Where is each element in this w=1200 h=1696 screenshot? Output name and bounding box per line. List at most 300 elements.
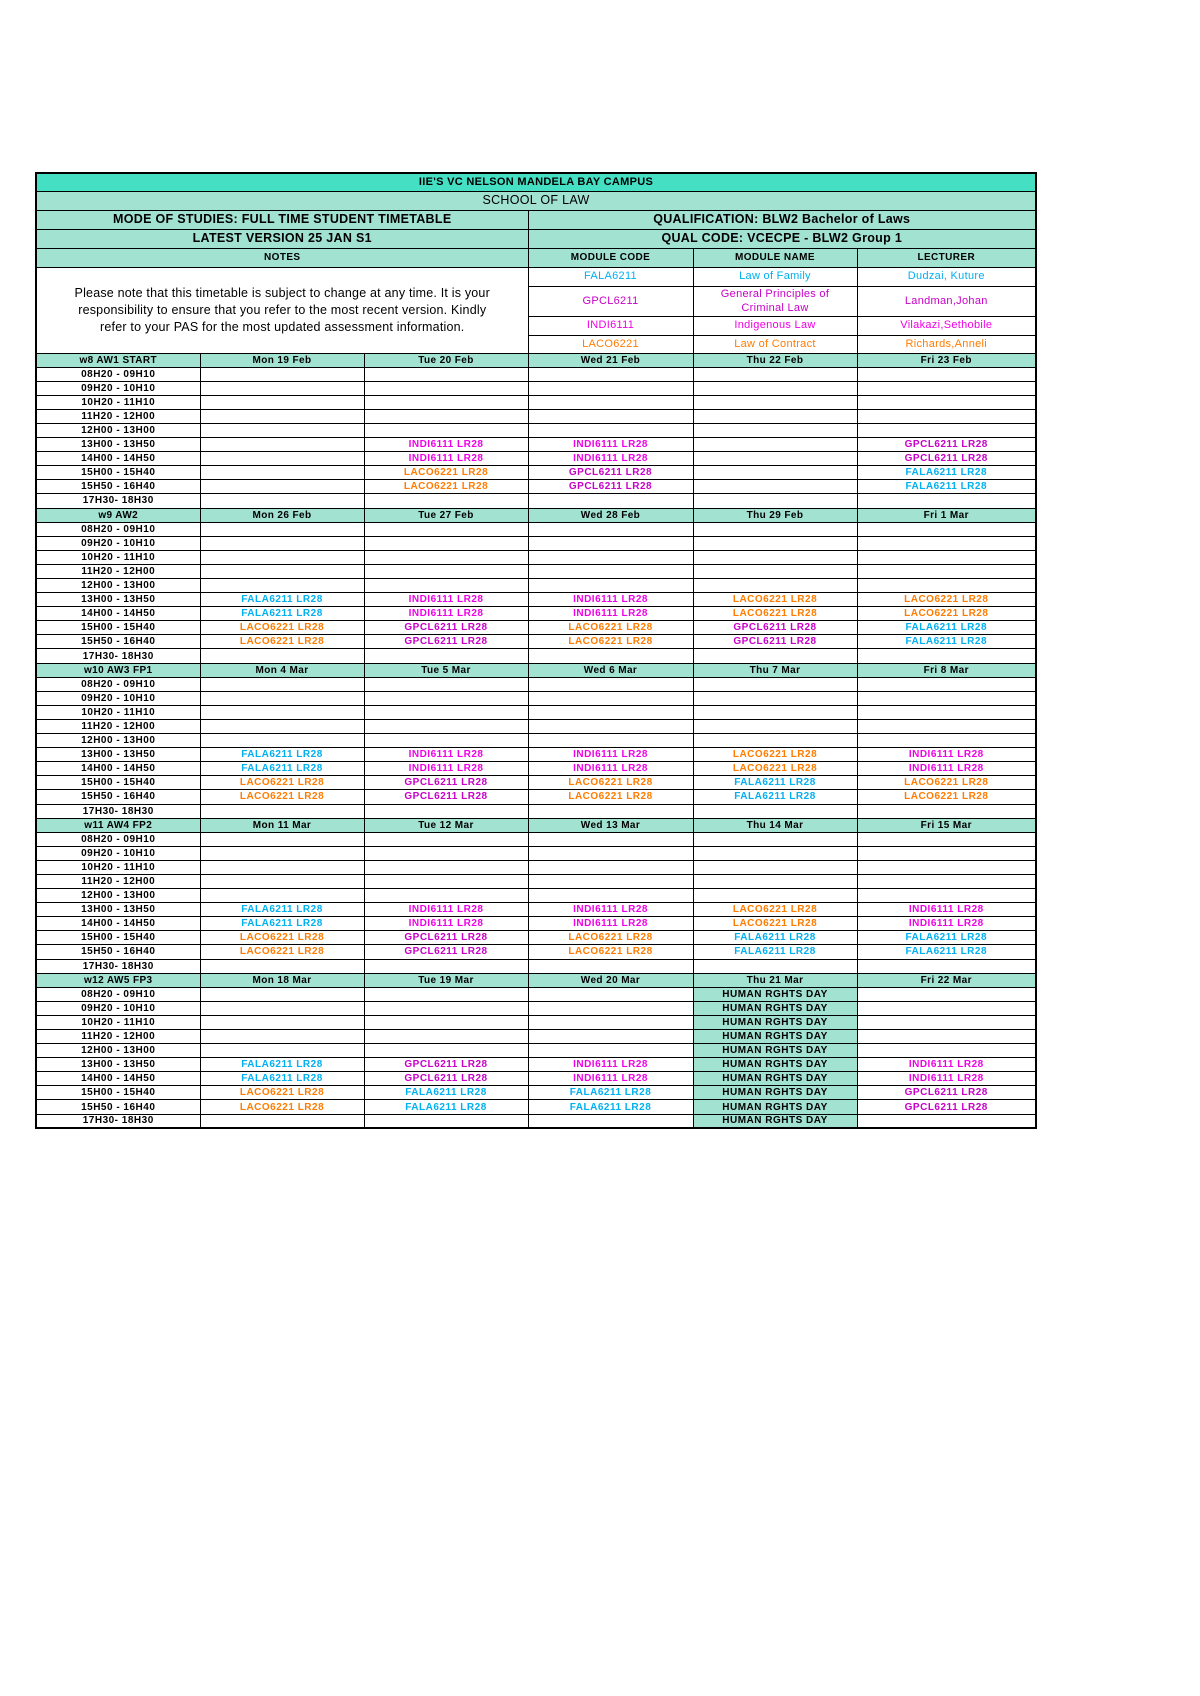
- class-session: GPCL6211 LR28: [857, 452, 1036, 466]
- empty-slot: [364, 705, 528, 719]
- empty-slot: [693, 959, 857, 973]
- empty-slot: [528, 987, 693, 1001]
- class-session: LACO6221 LR28: [693, 593, 857, 607]
- class-session: LACO6221 LR28: [200, 1100, 364, 1114]
- class-session: LACO6221 LR28: [528, 635, 693, 649]
- empty-slot: [693, 564, 857, 578]
- time-slot-label: 13H00 - 13H50: [36, 748, 200, 762]
- empty-slot: [200, 438, 364, 452]
- empty-slot: [693, 649, 857, 663]
- empty-slot: [364, 804, 528, 818]
- class-session: INDI6111 LR28: [528, 917, 693, 931]
- module-name: General Principles of Criminal Law: [693, 286, 857, 316]
- class-session: FALA6211 LR28: [857, 635, 1036, 649]
- empty-slot: [200, 959, 364, 973]
- labels-row: [36, 248, 1036, 267]
- class-session: INDI6111 LR28: [528, 748, 693, 762]
- time-slot-label: 08H20 - 09H10: [36, 832, 200, 846]
- empty-slot: [528, 395, 693, 409]
- time-slot-label: 12H00 - 13H00: [36, 1044, 200, 1058]
- time-slot-row: [36, 564, 1036, 578]
- module-name: Law of Family: [693, 267, 857, 286]
- time-slot-row: [36, 889, 1036, 903]
- class-session: HUMAN RGHTS DAY: [693, 1015, 857, 1029]
- empty-slot: [364, 1015, 528, 1029]
- empty-slot: [528, 522, 693, 536]
- time-slot-label: 15H00 - 15H40: [36, 1086, 200, 1100]
- class-session: INDI6111 LR28: [528, 593, 693, 607]
- empty-slot: [200, 719, 364, 733]
- time-slot-row: [36, 381, 1036, 395]
- class-session: INDI6111 LR28: [857, 1072, 1036, 1086]
- empty-slot: [200, 494, 364, 508]
- time-slot-row: [36, 1030, 1036, 1044]
- empty-slot: [693, 579, 857, 593]
- time-slot-row: [36, 874, 1036, 888]
- class-session: LACO6221 LR28: [200, 931, 364, 945]
- empty-slot: [200, 367, 364, 381]
- class-session: INDI6111 LR28: [857, 748, 1036, 762]
- empty-slot: [693, 367, 857, 381]
- empty-slot: [528, 691, 693, 705]
- empty-slot: [364, 395, 528, 409]
- class-session: HUMAN RGHTS DAY: [693, 987, 857, 1001]
- module-lecturer: Vilakazi,Sethobile: [857, 316, 1036, 335]
- day-header: Wed 21 Feb: [528, 353, 693, 367]
- empty-slot: [857, 1044, 1036, 1058]
- timetable-header-section: [36, 173, 1036, 353]
- week-header-row: [36, 353, 1036, 367]
- class-session: LACO6221 LR28: [693, 748, 857, 762]
- day-header: Thu 22 Feb: [693, 353, 857, 367]
- class-session: INDI6111 LR28: [364, 593, 528, 607]
- class-session: FALA6211 LR28: [857, 931, 1036, 945]
- class-session: HUMAN RGHTS DAY: [693, 1100, 857, 1114]
- time-slot-label: 13H00 - 13H50: [36, 438, 200, 452]
- empty-slot: [857, 381, 1036, 395]
- time-slot-label: 14H00 - 14H50: [36, 452, 200, 466]
- empty-slot: [857, 579, 1036, 593]
- time-slot-row: [36, 1072, 1036, 1086]
- time-slot-label: 15H50 - 16H40: [36, 790, 200, 804]
- class-session: LACO6221 LR28: [528, 776, 693, 790]
- class-session: GPCL6211 LR28: [857, 1100, 1036, 1114]
- class-session: INDI6111 LR28: [857, 903, 1036, 917]
- time-slot-row: [36, 494, 1036, 508]
- empty-slot: [693, 846, 857, 860]
- module-row: [36, 267, 1036, 286]
- empty-slot: [364, 536, 528, 550]
- empty-slot: [857, 1001, 1036, 1015]
- empty-slot: [693, 550, 857, 564]
- time-slot-label: 14H00 - 14H50: [36, 917, 200, 931]
- empty-slot: [200, 860, 364, 874]
- empty-slot: [693, 874, 857, 888]
- class-session: FALA6211 LR28: [364, 1086, 528, 1100]
- class-session: FALA6211 LR28: [200, 593, 364, 607]
- empty-slot: [857, 832, 1036, 846]
- time-slot-row: [36, 734, 1036, 748]
- empty-slot: [693, 705, 857, 719]
- class-session: LACO6221 LR28: [528, 790, 693, 804]
- time-slot-row: [36, 776, 1036, 790]
- time-slot-row: [36, 790, 1036, 804]
- empty-slot: [364, 832, 528, 846]
- empty-slot: [200, 691, 364, 705]
- mode-of-studies: MODE OF STUDIES: FULL TIME STUDENT TIMETABLE: [36, 210, 528, 229]
- class-session: FALA6211 LR28: [528, 1100, 693, 1114]
- time-slot-row: [36, 691, 1036, 705]
- time-slot-row: [36, 846, 1036, 860]
- empty-slot: [364, 889, 528, 903]
- time-slot-label: 09H20 - 10H10: [36, 691, 200, 705]
- class-session: FALA6211 LR28: [200, 1072, 364, 1086]
- empty-slot: [693, 734, 857, 748]
- time-slot-label: 08H20 - 09H10: [36, 522, 200, 536]
- class-session: LACO6221 LR28: [364, 480, 528, 494]
- empty-slot: [200, 579, 364, 593]
- time-slot-label: 08H20 - 09H10: [36, 367, 200, 381]
- empty-slot: [528, 959, 693, 973]
- empty-slot: [364, 550, 528, 564]
- empty-slot: [364, 719, 528, 733]
- time-slot-row: [36, 367, 1036, 381]
- time-slot-label: 10H20 - 11H10: [36, 705, 200, 719]
- class-session: LACO6221 LR28: [857, 607, 1036, 621]
- empty-slot: [857, 550, 1036, 564]
- class-session: INDI6111 LR28: [364, 917, 528, 931]
- empty-slot: [200, 381, 364, 395]
- class-session: GPCL6211 LR28: [364, 1058, 528, 1072]
- empty-slot: [200, 1030, 364, 1044]
- empty-slot: [857, 564, 1036, 578]
- empty-slot: [200, 987, 364, 1001]
- empty-slot: [528, 536, 693, 550]
- module-name: Indigenous Law: [693, 316, 857, 335]
- time-slot-row: [36, 917, 1036, 931]
- empty-slot: [200, 705, 364, 719]
- empty-slot: [200, 452, 364, 466]
- time-slot-row: [36, 762, 1036, 776]
- class-session: INDI6111 LR28: [364, 762, 528, 776]
- class-session: GPCL6211 LR28: [857, 1086, 1036, 1100]
- time-slot-row: [36, 536, 1036, 550]
- time-slot-row: [36, 621, 1036, 635]
- class-session: LACO6221 LR28: [200, 635, 364, 649]
- class-session: GPCL6211 LR28: [528, 480, 693, 494]
- time-slot-label: 12H00 - 13H00: [36, 423, 200, 437]
- class-session: GPCL6211 LR28: [528, 466, 693, 480]
- empty-slot: [857, 1114, 1036, 1128]
- class-session: LACO6221 LR28: [364, 466, 528, 480]
- empty-slot: [857, 705, 1036, 719]
- time-slot-label: 15H50 - 16H40: [36, 635, 200, 649]
- empty-slot: [857, 649, 1036, 663]
- time-slot-row: [36, 423, 1036, 437]
- empty-slot: [693, 409, 857, 423]
- empty-slot: [364, 734, 528, 748]
- empty-slot: [528, 804, 693, 818]
- day-header: Fri 23 Feb: [857, 353, 1036, 367]
- time-slot-row: [36, 705, 1036, 719]
- school-row: [36, 191, 1036, 210]
- time-slot-label: 11H20 - 12H00: [36, 874, 200, 888]
- class-session: LACO6221 LR28: [200, 945, 364, 959]
- empty-slot: [693, 466, 857, 480]
- time-slot-label: 10H20 - 11H10: [36, 860, 200, 874]
- empty-slot: [693, 395, 857, 409]
- empty-slot: [857, 536, 1036, 550]
- class-session: LACO6221 LR28: [200, 1086, 364, 1100]
- class-session: FALA6211 LR28: [693, 945, 857, 959]
- class-session: HUMAN RGHTS DAY: [693, 1072, 857, 1086]
- empty-slot: [857, 734, 1036, 748]
- empty-slot: [528, 860, 693, 874]
- class-session: LACO6221 LR28: [857, 593, 1036, 607]
- class-session: INDI6111 LR28: [364, 903, 528, 917]
- time-slot-label: 13H00 - 13H50: [36, 903, 200, 917]
- class-session: INDI6111 LR28: [528, 1058, 693, 1072]
- empty-slot: [364, 367, 528, 381]
- time-slot-row: [36, 1044, 1036, 1058]
- time-slot-row: [36, 860, 1036, 874]
- empty-slot: [528, 423, 693, 437]
- empty-slot: [364, 409, 528, 423]
- latest-version: LATEST VERSION 25 JAN S1: [36, 229, 528, 248]
- class-session: GPCL6211 LR28: [364, 776, 528, 790]
- empty-slot: [857, 987, 1036, 1001]
- empty-slot: [200, 1015, 364, 1029]
- class-session: HUMAN RGHTS DAY: [693, 1030, 857, 1044]
- empty-slot: [364, 381, 528, 395]
- empty-slot: [857, 395, 1036, 409]
- empty-slot: [364, 522, 528, 536]
- empty-slot: [693, 536, 857, 550]
- time-slot-label: 15H00 - 15H40: [36, 931, 200, 945]
- empty-slot: [200, 874, 364, 888]
- class-session: INDI6111 LR28: [857, 917, 1036, 931]
- time-slot-row: [36, 1100, 1036, 1114]
- day-header: Wed 13 Mar: [528, 818, 693, 832]
- day-header: Thu 21 Mar: [693, 973, 857, 987]
- empty-slot: [528, 1001, 693, 1015]
- time-slot-row: [36, 550, 1036, 564]
- class-session: FALA6211 LR28: [200, 607, 364, 621]
- empty-slot: [528, 550, 693, 564]
- time-slot-label: 15H00 - 15H40: [36, 776, 200, 790]
- class-session: FALA6211 LR28: [693, 790, 857, 804]
- empty-slot: [528, 381, 693, 395]
- time-slot-label: 08H20 - 09H10: [36, 987, 200, 1001]
- notes-text: [36, 267, 528, 353]
- time-slot-label: 09H20 - 10H10: [36, 1001, 200, 1015]
- day-header: Mon 11 Mar: [200, 818, 364, 832]
- class-session: GPCL6211 LR28: [693, 635, 857, 649]
- day-header: Fri 1 Mar: [857, 508, 1036, 522]
- empty-slot: [528, 1015, 693, 1029]
- class-session: FALA6211 LR28: [528, 1086, 693, 1100]
- empty-slot: [364, 494, 528, 508]
- time-slot-row: [36, 579, 1036, 593]
- time-slot-label: 17H30- 18H30: [36, 649, 200, 663]
- module-code-header: MODULE CODE: [528, 248, 693, 267]
- empty-slot: [528, 409, 693, 423]
- empty-slot: [200, 1001, 364, 1015]
- empty-slot: [693, 381, 857, 395]
- class-session: GPCL6211 LR28: [364, 621, 528, 635]
- empty-slot: [200, 522, 364, 536]
- class-session: FALA6211 LR28: [200, 917, 364, 931]
- empty-slot: [857, 889, 1036, 903]
- class-session: FALA6211 LR28: [857, 480, 1036, 494]
- empty-slot: [364, 649, 528, 663]
- time-slot-label: 17H30- 18H30: [36, 1114, 200, 1128]
- empty-slot: [857, 874, 1036, 888]
- class-session: LACO6221 LR28: [857, 776, 1036, 790]
- time-slot-row: [36, 1114, 1036, 1128]
- time-slot-row: [36, 987, 1036, 1001]
- time-slot-label: 13H00 - 13H50: [36, 593, 200, 607]
- empty-slot: [693, 494, 857, 508]
- week-label: w10 AW3 FP1: [36, 663, 200, 677]
- school-title: SCHOOL OF LAW: [36, 191, 1036, 210]
- time-slot-label: 14H00 - 14H50: [36, 1072, 200, 1086]
- empty-slot: [364, 1030, 528, 1044]
- empty-slot: [364, 677, 528, 691]
- time-slot-row: [36, 649, 1036, 663]
- class-session: GPCL6211 LR28: [364, 635, 528, 649]
- empty-slot: [528, 367, 693, 381]
- empty-slot: [857, 719, 1036, 733]
- class-session: INDI6111 LR28: [857, 1058, 1036, 1072]
- class-session: FALA6211 LR28: [693, 776, 857, 790]
- empty-slot: [364, 1044, 528, 1058]
- time-slot-row: [36, 480, 1036, 494]
- empty-slot: [528, 734, 693, 748]
- class-session: LACO6221 LR28: [528, 621, 693, 635]
- class-session: FALA6211 LR28: [200, 903, 364, 917]
- time-slot-label: 10H20 - 11H10: [36, 1015, 200, 1029]
- empty-slot: [364, 846, 528, 860]
- empty-slot: [364, 874, 528, 888]
- day-header: Fri 15 Mar: [857, 818, 1036, 832]
- empty-slot: [528, 719, 693, 733]
- day-header: Thu 29 Feb: [693, 508, 857, 522]
- time-slot-row: [36, 677, 1036, 691]
- empty-slot: [200, 536, 364, 550]
- empty-slot: [364, 860, 528, 874]
- empty-slot: [693, 804, 857, 818]
- class-session: FALA6211 LR28: [857, 621, 1036, 635]
- time-slot-row: [36, 438, 1036, 452]
- empty-slot: [857, 691, 1036, 705]
- timetable-weeks-section: [36, 353, 1036, 1128]
- empty-slot: [857, 409, 1036, 423]
- week-header-row: [36, 663, 1036, 677]
- class-session: LACO6221 LR28: [200, 621, 364, 635]
- version-row: [36, 229, 1036, 248]
- empty-slot: [364, 959, 528, 973]
- time-slot-row: [36, 719, 1036, 733]
- time-slot-label: 11H20 - 12H00: [36, 564, 200, 578]
- empty-slot: [693, 522, 857, 536]
- class-session: GPCL6211 LR28: [693, 621, 857, 635]
- time-slot-row: [36, 466, 1036, 480]
- time-slot-label: 09H20 - 10H10: [36, 536, 200, 550]
- qual-code: QUAL CODE: VCECPE - BLW2 Group 1: [528, 229, 1036, 248]
- empty-slot: [528, 705, 693, 719]
- day-header: Tue 5 Mar: [364, 663, 528, 677]
- empty-slot: [364, 987, 528, 1001]
- time-slot-row: [36, 748, 1036, 762]
- empty-slot: [200, 466, 364, 480]
- empty-slot: [200, 1114, 364, 1128]
- module-name: Law of Contract: [693, 335, 857, 353]
- class-session: INDI6111 LR28: [364, 438, 528, 452]
- empty-slot: [857, 804, 1036, 818]
- qualification: QUALIFICATION: BLW2 Bachelor of Laws: [528, 210, 1036, 229]
- module-code: GPCL6211: [528, 286, 693, 316]
- empty-slot: [528, 1044, 693, 1058]
- class-session: HUMAN RGHTS DAY: [693, 1114, 857, 1128]
- day-header: Thu 7 Mar: [693, 663, 857, 677]
- empty-slot: [857, 367, 1036, 381]
- time-slot-row: [36, 959, 1036, 973]
- day-header: Mon 19 Feb: [200, 353, 364, 367]
- time-slot-row: [36, 409, 1036, 423]
- week-header-row: [36, 973, 1036, 987]
- time-slot-row: [36, 1058, 1036, 1072]
- class-session: HUMAN RGHTS DAY: [693, 1001, 857, 1015]
- empty-slot: [528, 832, 693, 846]
- empty-slot: [857, 846, 1036, 860]
- time-slot-row: [36, 607, 1036, 621]
- week-label: w11 AW4 FP2: [36, 818, 200, 832]
- module-lecturer: Dudzai, Kuture: [857, 267, 1036, 286]
- module-lecturer: Richards,Anneli: [857, 335, 1036, 353]
- class-session: LACO6221 LR28: [528, 931, 693, 945]
- empty-slot: [364, 1001, 528, 1015]
- time-slot-label: 15H00 - 15H40: [36, 466, 200, 480]
- module-lecturer: Landman,Johan: [857, 286, 1036, 316]
- time-slot-label: 17H30- 18H30: [36, 494, 200, 508]
- time-slot-row: [36, 804, 1036, 818]
- day-header: Fri 22 Mar: [857, 973, 1036, 987]
- empty-slot: [200, 649, 364, 663]
- campus-row: [36, 173, 1036, 191]
- time-slot-label: 12H00 - 13H00: [36, 889, 200, 903]
- class-session: FALA6211 LR28: [857, 466, 1036, 480]
- empty-slot: [857, 494, 1036, 508]
- empty-slot: [857, 959, 1036, 973]
- empty-slot: [857, 677, 1036, 691]
- empty-slot: [857, 522, 1036, 536]
- mode-row: [36, 210, 1036, 229]
- class-session: INDI6111 LR28: [528, 903, 693, 917]
- time-slot-row: [36, 452, 1036, 466]
- class-session: INDI6111 LR28: [364, 748, 528, 762]
- class-session: INDI6111 LR28: [528, 452, 693, 466]
- day-header: Tue 27 Feb: [364, 508, 528, 522]
- empty-slot: [693, 423, 857, 437]
- empty-slot: [528, 494, 693, 508]
- empty-slot: [857, 1015, 1036, 1029]
- time-slot-row: [36, 1086, 1036, 1100]
- class-session: INDI6111 LR28: [528, 1072, 693, 1086]
- class-session: FALA6211 LR28: [200, 748, 364, 762]
- empty-slot: [200, 550, 364, 564]
- class-session: LACO6221 LR28: [857, 790, 1036, 804]
